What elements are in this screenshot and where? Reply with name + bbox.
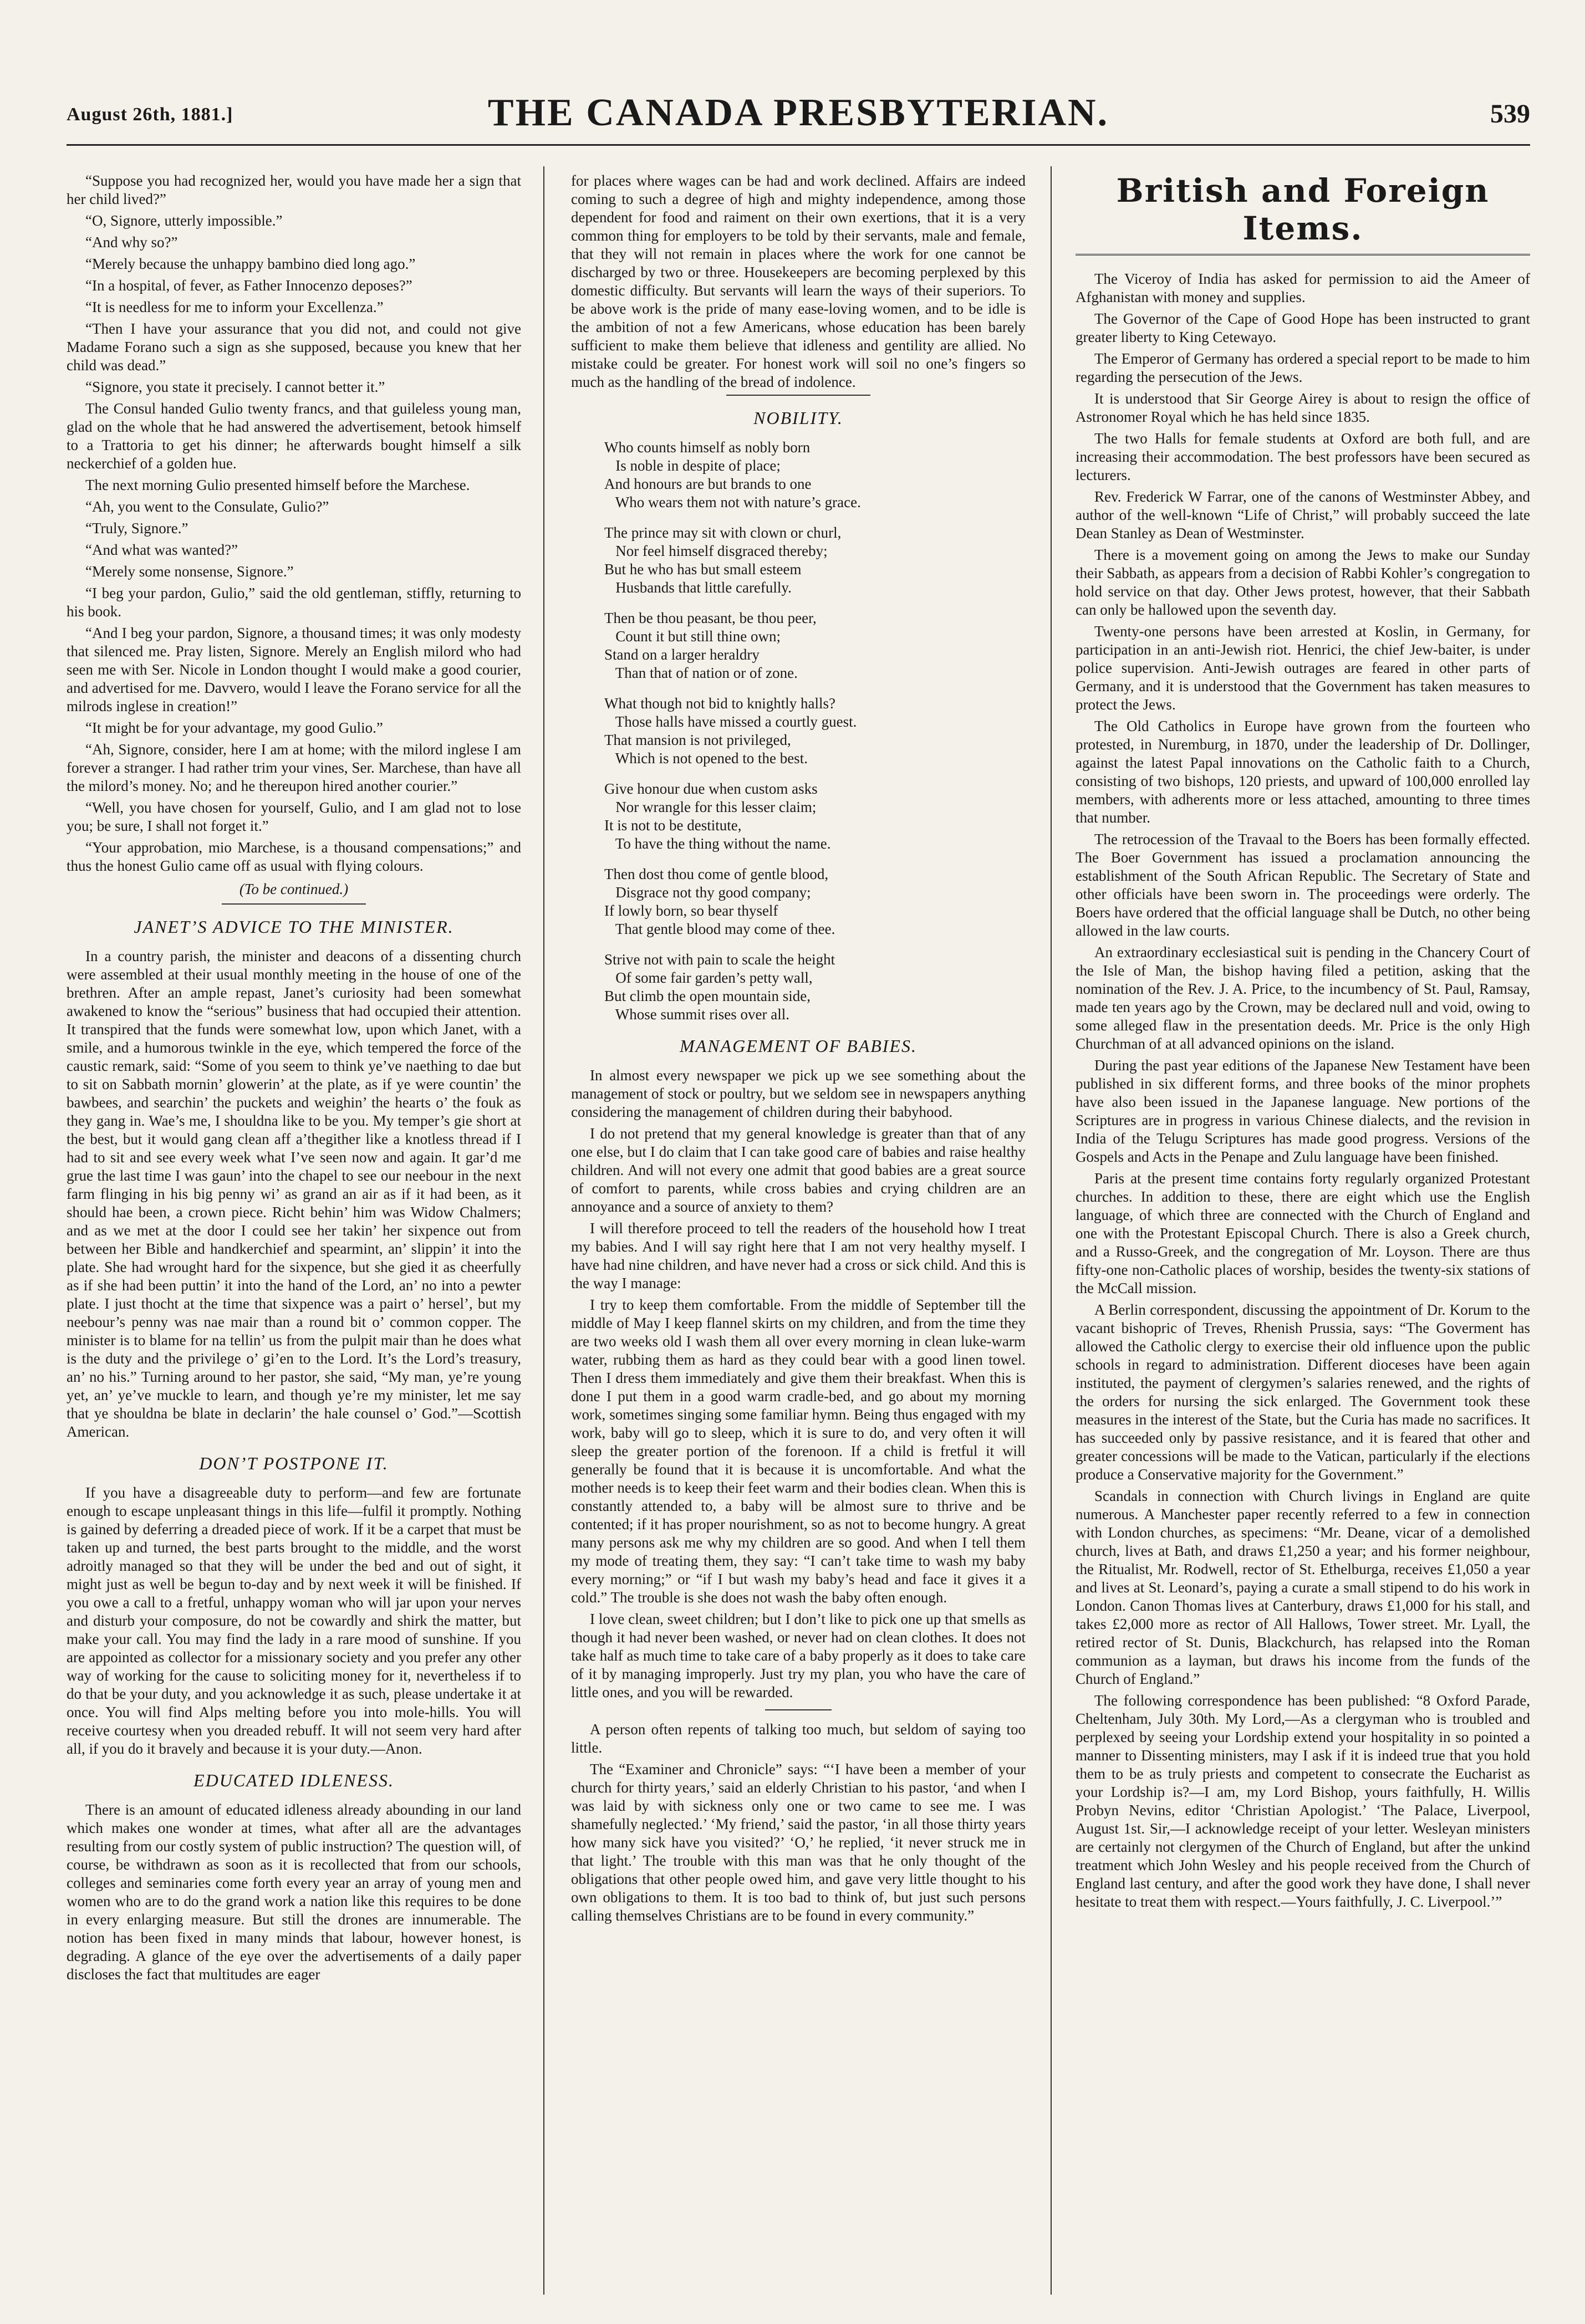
story-paragraph: “Truly, Signore.” bbox=[85, 520, 188, 537]
poem-line: Nor wrangle for this lesser claim; bbox=[604, 799, 817, 815]
news-item: Rev. Frederick W Farrar, one of the canons of Westminster Abbey, and author of the well-known “Life of Christ,” will probably succeed the late Dean Stanley as Dean of Westminster. bbox=[1076, 488, 1530, 542]
story-paragraph: “Your approbation, mio Marchese, is a thousand compensations;” and thus the honest Gulio came off as usual with flying colours. bbox=[67, 839, 521, 874]
column-divider bbox=[543, 166, 544, 2295]
newspaper-title: THE CANADA PRESBYTERIAN. bbox=[487, 91, 1109, 134]
news-item: The Old Catholics in Europe have grown from the fourteen who protested, in Nuremburg, in 1870, under the leadership of Dr. Dollinger, against the latest Papal innovations on the Catholic faith to a Church, consisting of two bishops, 120 priests, and upward of 100,000 enrolled lay members, with adherents more or less attached, amounting to three times that number. bbox=[1076, 718, 1530, 826]
poem-line: Nor feel himself disgraced thereby; bbox=[604, 543, 828, 559]
article-paragraph: I do not pretend that my general knowledge is greater than that of any one else, but I do claim that I can take good care of babies and raise healthy children. And will not every one admit that good babies are a great source of comfort to parents, while cross babies and crying children are an annoyance and a source of anxiety to them? bbox=[571, 1125, 1026, 1215]
news-item: A Berlin correspondent, discussing the appointment of Dr. Korum to the vacant bishopric of Treves, Rhenish Prussia, says: “The Goverment has allowed the Catholic clergy to exercise their old influence upon the public schools in regard to administration. Different dioceses have been again instituted, the payment of clergymen’s salaries renewed, and the rights of the orders for nursing the sick enlarged. The Government took these measures in the interest of the State, but the Curia has made no sacrifices. It has succeeded only by passive resistance, and it is feared that other and greater concessions will be made to the Vatican, particularly if the elections produce a Conservative majority for the Government.” bbox=[1076, 1301, 1530, 1483]
story-paragraph: “Then I have your assurance that you did not, and could not give Madame Forano such a sign as she supposed, because you knew that her child was dead.” bbox=[67, 320, 521, 374]
poem-line: Than that of nation or of zone. bbox=[604, 665, 798, 681]
column-divider bbox=[1051, 166, 1052, 2295]
story-paragraph: “Ah, you went to the Consulate, Gulio?” bbox=[85, 498, 329, 515]
story-paragraph: “And I beg your pardon, Signore, a thousand times; it was only modesty that silenced me. Pray listen, Signore. Merely an English milord who had seen me with Ser. Nicole in London thought I would make a good courier, and advertised for me. Davvero, would I leave the Forano service for all the milrods inglese in creation!” bbox=[67, 625, 521, 714]
news-item: Twenty-one persons have been arrested at Koslin, in Germany, for participation in an anti-Jewish riot. Henrici, the chief Jew-baiter, is under police supervision. Anti-Jewish outrages are feared in other parts of Germany, and it is understood that the Government has taken measures to protect the Jews. bbox=[1076, 623, 1530, 713]
divider bbox=[726, 395, 870, 396]
poem-line: What though not bid to knightly halls? bbox=[604, 695, 835, 712]
poem-line: Those halls have missed a courtly guest. bbox=[604, 713, 857, 730]
poem-line: Is noble in despite of place; bbox=[604, 457, 781, 474]
idleness-article-continued bbox=[571, 172, 1026, 391]
poem-stanza bbox=[604, 951, 1026, 1024]
news-item: The two Halls for female students at Oxford are both full, and are increasing their accommodation. The best professors have been secured as lecturers. bbox=[1076, 430, 1530, 483]
poem-line: Then be thou peasant, be thou peer, bbox=[604, 610, 817, 626]
poem-line: To have the thing without the name. bbox=[604, 835, 831, 852]
story-paragraph: “It might be for your advantage, my good Gulio.” bbox=[85, 719, 383, 736]
nobility-poem bbox=[604, 438, 1026, 1024]
poem-line: Stand on a larger heraldry bbox=[604, 646, 760, 663]
page-number: 539 bbox=[1490, 99, 1530, 129]
poem-line: Disgrace not thy good company; bbox=[604, 884, 811, 901]
poem-line: Which is not opened to the best. bbox=[604, 750, 808, 767]
idleness-heading: EDUCATED IDLENESS. bbox=[193, 1770, 394, 1790]
article-paragraph: I will therefore proceed to tell the readers of the household how I treat my babies. And I will say right here that I am not very healthy myself. I have had nine children, and have never had a cross or sick child. And this is the way I manage: bbox=[571, 1220, 1026, 1291]
news-item: The following correspondence has been published: “8 Oxford Parade, Cheltenham, July 30th. My Lord,—As a clergyman who is troubled and perplexed by seeing your Lordship extend your hospitality in so pointed a manner to Dissenting ministers, may I ask if it is indeed true that you hold them to be as truly priests and competent to consecrate the Eucharist as your Lordship is?—I am, my Lord Bishop, yours faithfully, H. Willis Probyn Nevins, editor ‘Christian Apologist.’ ‘The Palace, Liverpool, August 1st. Sir,—I acknowledge receipt of your letter. Wesleyan ministers are certainly not clergymen of the Church of England, but after the unkind treatment which John Wesley and his people received from the Church of England last century, and after the good work they have done, I shall never hesitate to treat them with respect.—Yours faithfully, J. C. Liverpool.’” bbox=[1076, 1692, 1530, 1910]
babies-heading: MANAGEMENT OF BABIES. bbox=[679, 1036, 917, 1056]
column-2 bbox=[571, 172, 1026, 2295]
janet-article bbox=[67, 947, 521, 1441]
poem-line: Whose summit rises over all. bbox=[604, 1006, 789, 1023]
poem-stanza bbox=[604, 694, 1026, 768]
story-paragraph: “Merely because the unhappy bambino died long ago.” bbox=[85, 256, 416, 272]
nobility-heading: NOBILITY. bbox=[753, 408, 843, 428]
article-paragraph: There is an amount of educated idleness already abounding in our land which makes one wonder at times, what after all are the advantages resulting from our costly system of public instruction? The question will, of course, be withdrawn as soon as it is recollected that from our schools, colleges and seminaries come forth every year an array of young men and women who are to do the grand work a nation like this requires to be done in every enlarging measure. But still the drones are innumerable. The notion has been fixed in many minds that labour, however honest, is degrading. A glance of the eye over the advertisements of a daily paper discloses the fact that multitudes are eager bbox=[67, 1801, 521, 1983]
examiner-paragraph: The “Examiner and Chronicle” says: “‘I have been a member of your church for thirty years,’ said an elderly Christian to his pastor, ‘and when I was laid by with sickness only one or two came to see me. I was shamefully neglected.’ ‘My friend,’ said the pastor, ‘in all those thirty years how many sick have you visited?’ ‘O,’ he replied, ‘it never struck me in that light.’ The trouble with this man was that he only thought of the obligations that other people owed him, and gave very little thought to his own obligations to them. It is too bad to think of, but just such persons calling themselves Christians are to be found in every community.” bbox=[571, 1761, 1026, 1924]
poem-line: That gentle blood may come of thee. bbox=[604, 921, 835, 937]
news-item: The Governor of the Cape of Good Hope has been instructed to grant greater liberty to King Cetewayo. bbox=[1076, 310, 1530, 345]
article-paragraph: If you have a disagreeable duty to perform—and few are fortunate enough to escape unpleasant things in this life—fulfil it promptly. Nothing is gained by deferring a dreaded piece of work. If it be a carpet that must be taken up and turned, the best parts brought to the middle, and the worst adroitly managed so that they will be under the bed and out of sight, it might just as well be begun to-day and by next week it will be finished. If you owe a call to a fretful, unhappy woman who will jar upon your nerves and disturb your composure, do not be cowardly and shirk the matter, but make your call. You may find the lady in a rare mood of sunshine. If you are appointed as collector for a missionary society and you prefer any other way of working for the cause to soliciting money for it, nevertheless if to do that be your duty, and you acknowledge it as such, please undertake it at once. You will find Alps melting before you into mole-hills. You will receive courtesy when you dreaded rebuff. It will not seem very hard after all, if you do it bravely and because it is your duty.—Anon. bbox=[67, 1484, 521, 1757]
news-item: Scandals in connection with Church livings in England are quite numerous. A Manchester paper recently referred to a few in connection with London churches, as specimens: “Mr. Deane, vicar of a demolished church, lives at Bath, and draws £1,250 a year; and his former neighbour, the Ritualist, Mr. Rodwell, rector of St. Ethelburga, receives £1,050 a year and lives at St. Leonard’s, paying a curate a small stipend to do his work in London. Canon Thomas lives at Canterbury, draws £1,000 for his stall, and takes £2,000 more as rector of All Hallows, Tower street. Mr. Lyall, the retired rector of St. Dunis, Blackchurch, has relapsed into the Roman communion as a layman, but draws his income from the funds of the Church of England.” bbox=[1076, 1488, 1530, 1687]
poem-line: Give honour due when custom asks bbox=[604, 780, 818, 797]
story-paragraph: “And what was wanted?” bbox=[85, 542, 238, 558]
poem-line: That mansion is not privileged, bbox=[604, 732, 791, 748]
divider bbox=[222, 903, 366, 905]
article-paragraph: for places where wages can be had and work declined. Affairs are indeed coming to such a degree of high and mighty independence, among those dependent for food and raiment on their own exertions, that it is a very common thing for employers to be told by their servants, male and female, that they will not remain in places where the work for one cannot be discharged by two or three. Housekeepers are becoming perplexed by this domestic difficulty. But servants will learn the ways of their superiors. To be above work is the pride of many ease-loving women, and to be idle is the ambition of not a few Americans, whose education has been barely sufficient to make them believe that idleness and gentility are allied. No mistake could be greater. For honest work will soil no one’s fingers so much as the handling of the bread of indolence. bbox=[571, 172, 1026, 390]
babies-article bbox=[571, 1066, 1026, 1702]
section-heading: British and Foreign Items. bbox=[1076, 172, 1530, 256]
news-item: There is a movement going on among the Jews to make our Sunday their Sabbath, as appears from a decision of Rabbi Kohler’s congregation to hold service on that day. Other Jews protest, however, that their Sabbath can only be hallowed upon the seventh day. bbox=[1076, 546, 1530, 618]
story-paragraph: “In a hospital, of fever, as Father Innocenzo deposes?” bbox=[85, 277, 412, 294]
poem-stanza bbox=[604, 609, 1026, 682]
to-be-continued: (To be continued.) bbox=[239, 881, 349, 897]
poem-line: Strive not with pain to scale the height bbox=[604, 951, 835, 968]
poem-line: It is not to be destitute, bbox=[604, 817, 742, 834]
article-paragraph: In almost every newspaper we pick up we see something about the management of stock or poultry, but we seldom see in newspapers anything considering the management of children during their babyhood. bbox=[571, 1067, 1026, 1120]
story-paragraph: “Merely some nonsense, Signore.” bbox=[85, 563, 294, 580]
news-item: An extraordinary ecclesiastical suit is pending in the Chancery Court of the Isle of Man, the bishop having filed a petition, asking that the nomination of the Rev. J. A. Price, to the incumbency of St. Paul, Ramsay, made ten years ago by the Crown, may be declared null and void, owing to some alleged flaw in the presentation deeds. Mr. Price is the only High Churchman of at all advanced opinions on the island. bbox=[1076, 944, 1530, 1052]
masthead bbox=[67, 83, 1530, 146]
poem-stanza bbox=[604, 780, 1026, 853]
poem-stanza bbox=[604, 865, 1026, 938]
serial-story bbox=[67, 172, 521, 875]
story-paragraph: “I beg your pardon, Gulio,” said the old gentleman, stiffly, returning to his book. bbox=[67, 585, 521, 620]
poem-line: Who counts himself as nobly born bbox=[604, 439, 811, 456]
story-paragraph: “Ah, Signore, consider, here I am at home; with the milord inglese I am forever a stranger. I had rather trim your vines, Ser. Marchese, than have all the milord’s money. No; and he thereupon hired another courier.” bbox=[67, 741, 521, 794]
story-paragraph: The Consul handed Gulio twenty francs, and that guileless young man, glad on the whole that he had answered the advertisement, betook himself to a Trattoria to get his dinner; he afterwards bought himself a silk neckerchief of a golden hue. bbox=[67, 400, 521, 472]
issue-date: August 26th, 1881.] bbox=[67, 104, 233, 125]
story-paragraph: “Well, you have chosen for yourself, Gulio, and I am glad not to lose you; be sure, I shall not forget it.” bbox=[67, 799, 521, 834]
poem-stanza bbox=[604, 524, 1026, 597]
story-paragraph: “Suppose you had recognized her, would you have made her a sign that her child lived?” bbox=[67, 172, 521, 207]
divider bbox=[765, 1709, 832, 1710]
news-item: Paris at the present time contains forty regularly organized Protestant churches. In addition to these, there are eight which use the English language, of which three are connected with the Church of England and one with the Protestant Episcopal Church. There is also a Greek church, and a Russo-Greek, and the congregation of Mr. Loyson. There are thus fifty-one non-Catholic places of worship, besides the twenty-six stations of the McCall mission. bbox=[1076, 1170, 1530, 1296]
article-paragraph: In a country parish, the minister and deacons of a dissenting church were assembled at their usual monthly meeting in the house of one of the brethren. After an ample repast, Janet’s curiosity had been somewhat awakened to know the “serious” business that had occupied their attention. It transpired that the funds were somewhat low, upon which Janet, with a smile, and a humorous twinkle in the eye, which tempered the force of the caustic remark, said: “Some of you seem to think ye’ve naething to dae but to sit on Sabbath mornin’ glowerin’ at the plate, as if ye were countin’ the bawbees, and searchin’ the puckets and weighin’ the hearts o’ the fouk as they gang in. Wae’s me, I shouldna like to be you. My temper’s gie short at the best, but it would gang clean aff a’thegither like a knotless thread if I had to sit and see every week what I’ve seen now and again. It gar’d me grue the last time I was gaun’ into the chapel to see our neebour in the next farm flinging in his big penny wi’ as grand an air as if it had been, as it should hae been, a crown piece. Richt behin’ him was Widow Chalmers; and as we met at the door I could see her takin’ her sixpence out from between her Bible and handkerchief and spearmint, an’ slippin’ it into the plate. She had wrought hard for the sixpence, but she gied it as cheerfully as if she had been puttin’ it into the hand of the Lord, an’ no into a pewter plate. I just thocht at the time that sixpence was a pairt o’ hersel’, but my neebour’s penny was nae mair than a round bit o’ common copper. The minister is to blame for na tellin’ us from the pulpit mair than he does what is the duty and the privilege o’ gi’en to the Lord. It’s the Lord’s treasury, an’ no his.” Turning around to her pastor, she said, “My man, ye’re young yet, an’ ye’ve muckle to learn, and though ye’re my minister, let me say that ye shouldna be blate in declarin’ the hale counsel o’ God.”—Scottish American. bbox=[67, 948, 521, 1440]
news-item: The retrocession of the Travaal to the Boers has been formally effected. The Boer Government has issued a proclamation announcing the establishment of the South African Republic. The Secretary of State and other officials have been sworn in. The proceedings were orderly. The Boers have ordered that the official language shall be Dutch, no other being allowed in the law courts. bbox=[1076, 831, 1530, 939]
poem-line: Then dost thou come of gentle blood, bbox=[604, 866, 829, 882]
story-paragraph: The next morning Gulio presented himself before the Marchese. bbox=[85, 477, 470, 493]
article-paragraph: I try to keep them comfortable. From the middle of September till the middle of May I keep flannel skirts on my children, and from the time they are two weeks old I wash them all over every morning in clean luke-warm water, rubbing them as hard as they could bear with a good linen towel. Then I dress them immediately and give them their breakfast. When this is done I put them in a good warm cradle-bed, and go about my morning work, sometimes singing some familiar hymn. Being thus engaged with my work, baby will go to sleep, which it is sure to do, and very often it will sleep the greater portion of the forenoon. If a child is fretful it will generally be found that it is because it is uncomfortable. And what the mother needs is to keep their feet warm and their bodies clean. When this is constantly attended to, a baby will be almost sure to thrive and be contented; if it has proper nourishment, so as not to become hungry. A great many persons ask me why my children are so good. And when I tell them my mode of treating them, they say: “I can’t take time to wash my baby every morning;” or “if I but wash my baby’s head and face it gives it a cold.” The trouble is she does not wash the baby often enough. bbox=[571, 1296, 1026, 1606]
poem-line: But he who has but small esteem bbox=[604, 561, 802, 578]
poem-line: If lowly born, so bear thyself bbox=[604, 902, 778, 919]
news-item: During the past year editions of the Japanese New Testament have been published in six different forms, and three books of the minor prophets have also been issued in the Japanese language. New portions of the Scriptures are in progress in various Chinese dialects, and the revision in India of the Telugu Scriptures has made good progress. Versions of the Gospels and Acts in the Penape and Zulu language have been finished. bbox=[1076, 1057, 1530, 1165]
column-3 bbox=[1076, 172, 1530, 2295]
poem-line: But climb the open mountain side, bbox=[604, 988, 811, 1004]
newspaper-page bbox=[67, 39, 1530, 2300]
postpone-heading: DON’T POSTPONE IT. bbox=[199, 1453, 389, 1473]
story-paragraph: “And why so?” bbox=[85, 234, 178, 251]
news-item: The Emperor of Germany has ordered a special report to be made to him regarding the persecution of the Jews. bbox=[1076, 350, 1530, 385]
story-paragraph: “Signore, you state it precisely. I cannot better it.” bbox=[85, 379, 385, 395]
poem-line: The prince may sit with clown or churl, bbox=[604, 524, 842, 541]
postpone-article bbox=[67, 1484, 521, 1758]
story-paragraph: “O, Signore, utterly impossible.” bbox=[85, 212, 283, 229]
article-paragraph: I love clean, sweet children; but I don’t like to pick one up that smells as though it had never been washed, or never had on clean clothes. It does not take half as much time to take care of a baby properly as it does to take care of it by managing improperly. Just try my plan, you who have the care of little ones, and you will be rewarded. bbox=[571, 1611, 1026, 1700]
story-paragraph: “It is needless for me to inform your Excellenza.” bbox=[85, 299, 384, 315]
poem-line: Count it but still thine own; bbox=[604, 628, 781, 645]
news-item: The Viceroy of India has asked for permission to aid the Ameer of Afghanistan with money and supplies. bbox=[1076, 270, 1530, 305]
news-item: It is understood that Sir George Airey is about to resign the office of Astronomer Royal which he has held since 1835. bbox=[1076, 390, 1530, 425]
poem-stanza bbox=[604, 438, 1026, 512]
poem-line: Who wears them not with nature’s grace. bbox=[604, 494, 861, 510]
news-items bbox=[1076, 270, 1530, 1911]
column-1 bbox=[67, 172, 521, 2295]
poem-line: And honours are but brands to one bbox=[604, 476, 812, 492]
janet-heading: JANET’S ADVICE TO THE MINISTER. bbox=[134, 917, 454, 937]
idleness-article bbox=[67, 1801, 521, 1984]
poem-line: Husbands that little carefully. bbox=[604, 579, 792, 596]
poem-line: Of some fair garden’s petty wall, bbox=[604, 969, 813, 986]
talking-paragraph: A person often repents of talking too much, but seldom of saying too little. bbox=[571, 1721, 1026, 1756]
